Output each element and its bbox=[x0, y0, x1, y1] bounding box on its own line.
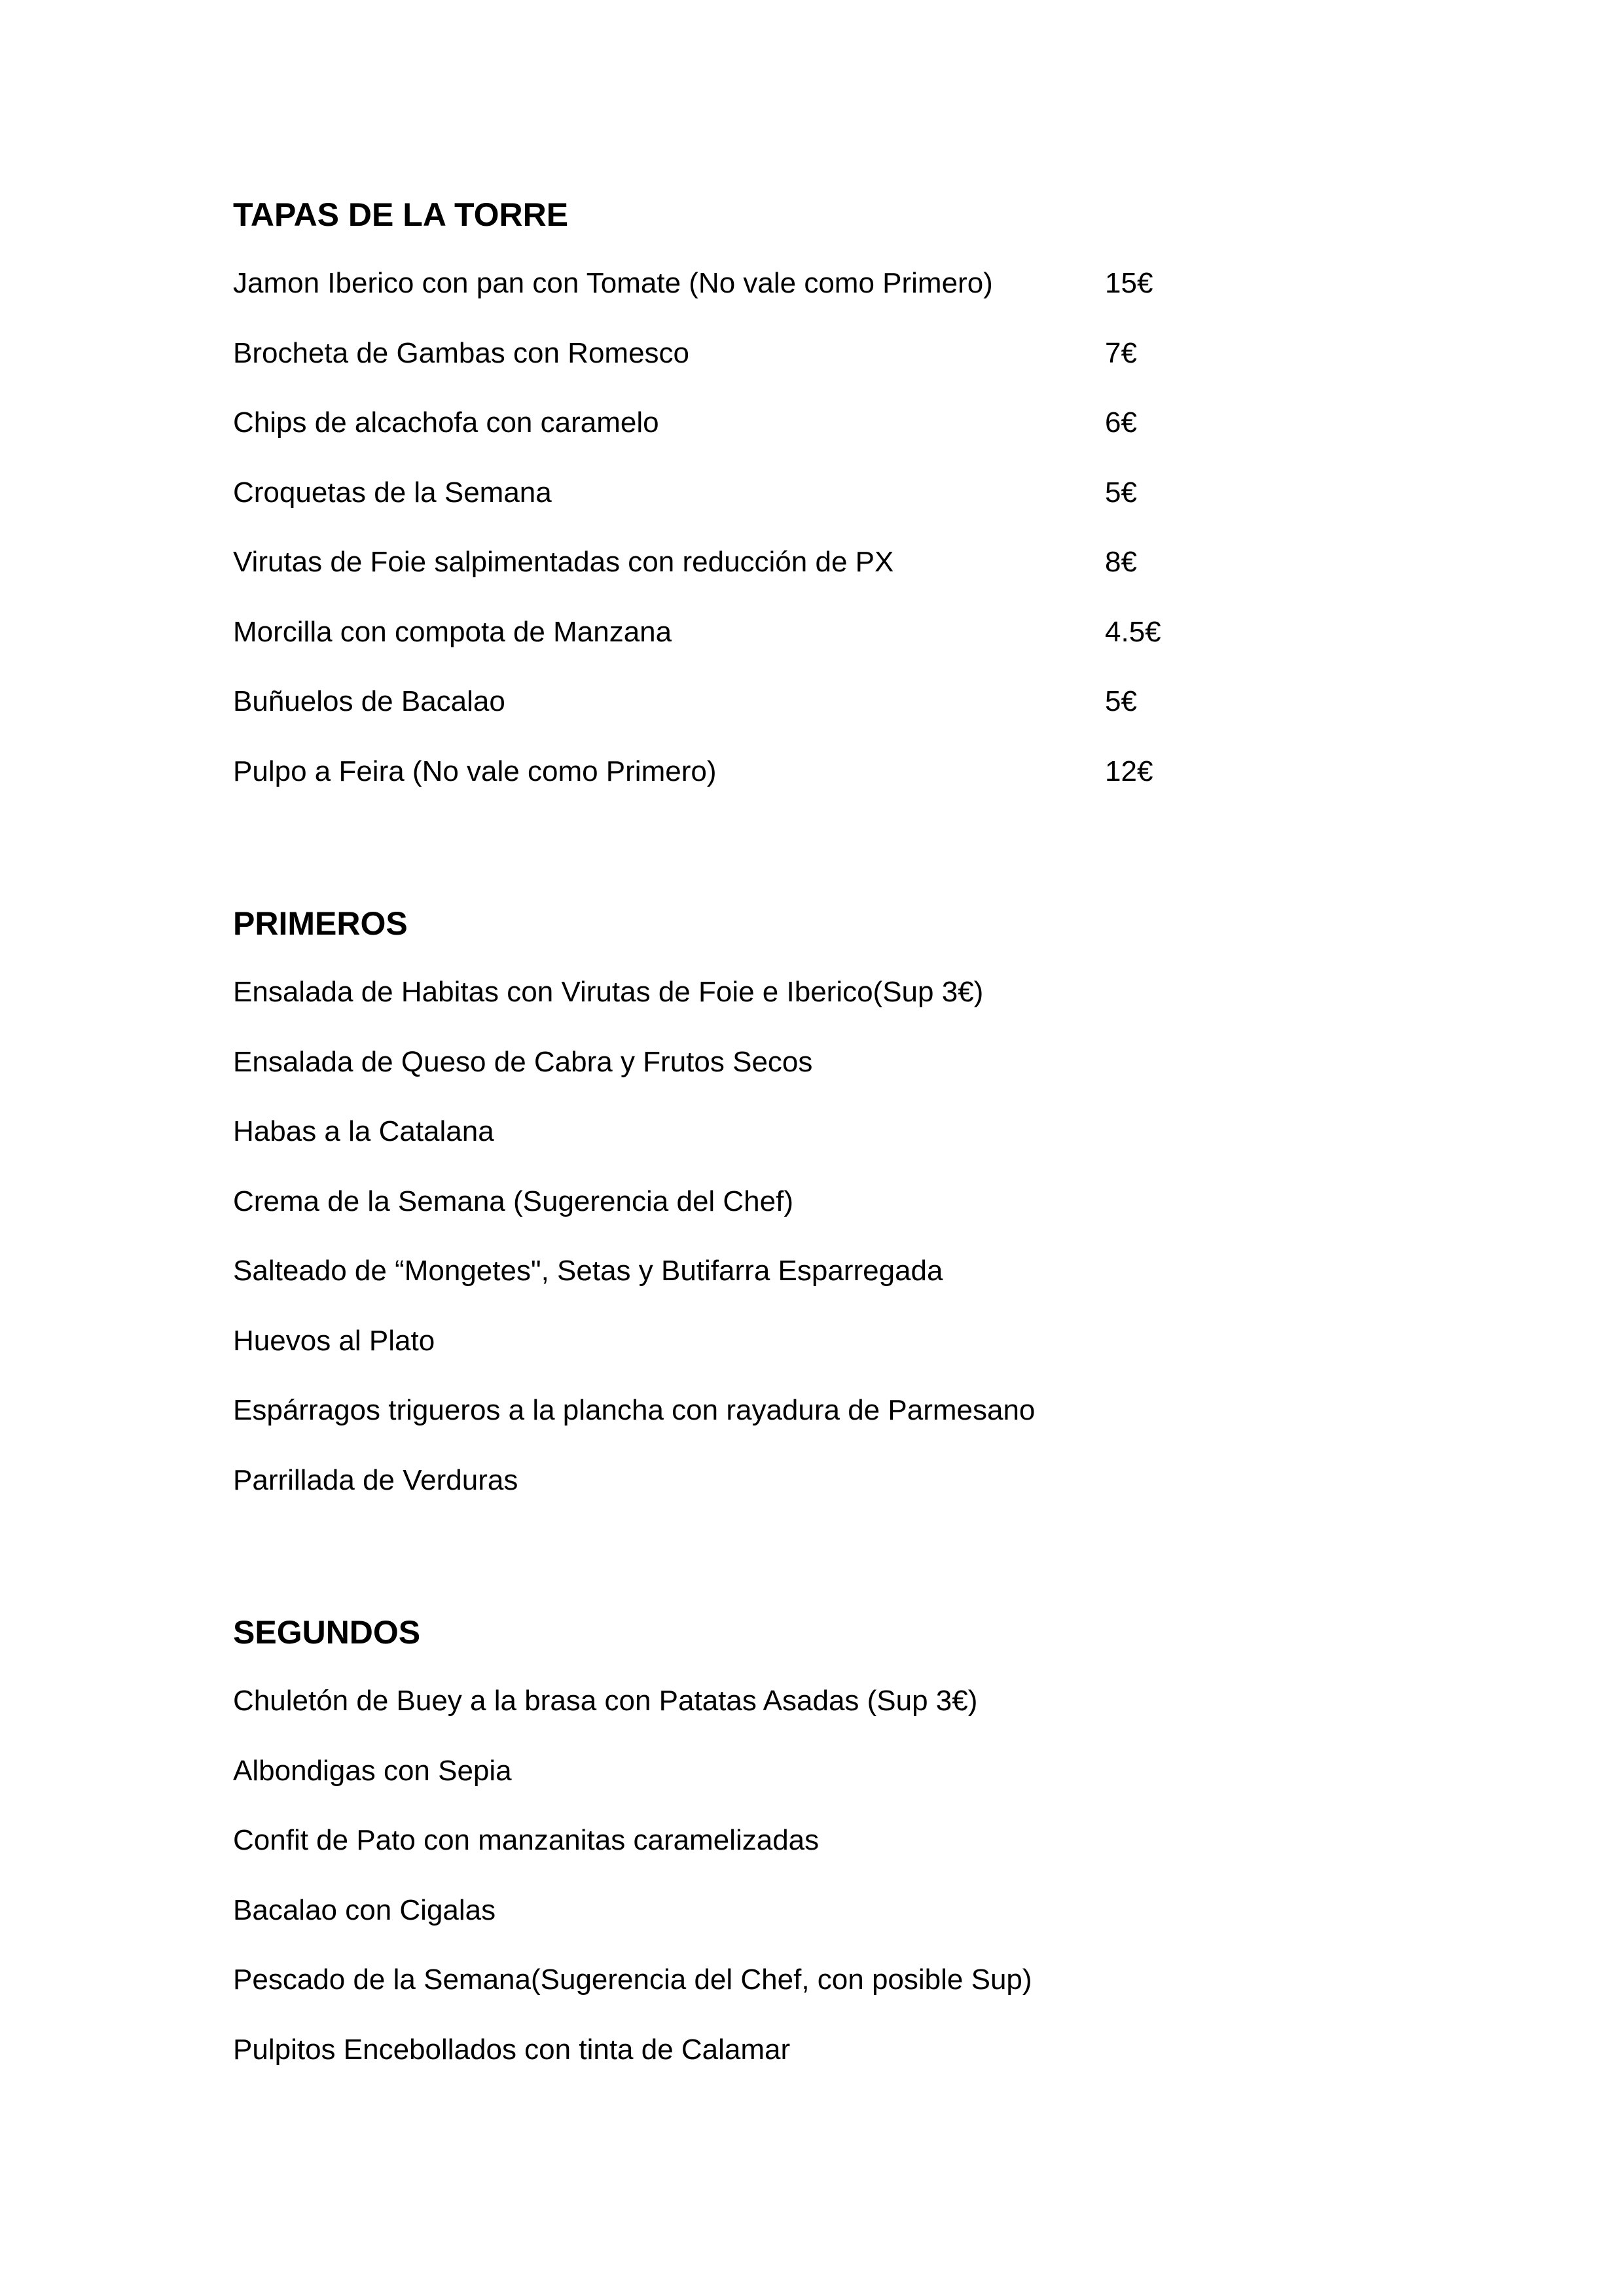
item-name: Espárragos trigueros a la plancha con rayadura de Parmesano bbox=[233, 1394, 1036, 1426]
item-name: Albondigas con Sepia bbox=[233, 1754, 512, 1787]
item-name: Pulpitos Encebollados con tinta de Calamar bbox=[233, 2033, 791, 2066]
item-price: 12€ bbox=[1105, 755, 1153, 787]
menu-item bbox=[233, 1323, 1280, 1393]
section-tapas bbox=[233, 195, 1280, 823]
section-title-primeros: PRIMEROS bbox=[233, 905, 408, 942]
section-title-segundos: SEGUNDOS bbox=[233, 1614, 421, 1651]
menu-item bbox=[233, 1463, 1280, 1533]
item-name: Jamon Iberico con pan con Tomate (No vale como Primero) bbox=[233, 267, 993, 299]
section-segundos bbox=[233, 1613, 1280, 2102]
menu-item bbox=[233, 754, 1280, 824]
item-name: Bacalao con Cigalas bbox=[233, 1893, 496, 1926]
item-price: 5€ bbox=[1105, 476, 1137, 509]
menu-item bbox=[233, 1253, 1280, 1323]
item-name: Virutas de Foie salpimentadas con reducción de PX bbox=[233, 546, 894, 578]
item-price: 7€ bbox=[1105, 336, 1137, 369]
item-name: Brocheta de Gambas con Romesco bbox=[233, 336, 690, 369]
menu-item bbox=[233, 1753, 1280, 1823]
item-price: 6€ bbox=[1105, 406, 1137, 439]
item-name: Parrillada de Verduras bbox=[233, 1463, 518, 1496]
menu-item bbox=[233, 1114, 1280, 1184]
item-name: Croquetas de la Semana bbox=[233, 476, 552, 509]
menu-item bbox=[233, 1893, 1280, 1963]
menu-item bbox=[233, 1184, 1280, 1254]
item-name: Ensalada de Habitas con Virutas de Foie e Iberico(Sup 3€) bbox=[233, 976, 984, 1008]
item-name: Salteado de “Mongetes", Setas y Butifarra Esparregada bbox=[233, 1255, 943, 1287]
menu-item bbox=[233, 545, 1280, 615]
item-name: Chips de alcachofa con caramelo bbox=[233, 406, 659, 439]
menu-item bbox=[233, 975, 1280, 1045]
menu-item bbox=[233, 475, 1280, 545]
menu-item bbox=[233, 336, 1280, 406]
section-primeros bbox=[233, 904, 1280, 1532]
item-name: Habas a la Catalana bbox=[233, 1115, 494, 1147]
item-name: Pulpo a Feira (No vale como Primero) bbox=[233, 755, 717, 787]
menu-item bbox=[233, 266, 1280, 336]
item-name: Confit de Pato con manzanitas caramelizadas bbox=[233, 1824, 820, 1856]
item-name: Buñuelos de Bacalao bbox=[233, 685, 505, 717]
item-name: Chuletón de Buey a la brasa con Patatas Asadas (Sup 3€) bbox=[233, 1685, 978, 1717]
item-price: 15€ bbox=[1105, 267, 1153, 299]
item-name: Pescado de la Semana(Sugerencia del Chef, con posible Sup) bbox=[233, 1964, 1032, 1996]
menu-item bbox=[233, 1962, 1280, 2032]
menu-item bbox=[233, 684, 1280, 754]
menu-item bbox=[233, 1045, 1280, 1115]
item-name: Huevos al Plato bbox=[233, 1324, 435, 1357]
item-name: Ensalada de Queso de Cabra y Frutos Secos bbox=[233, 1045, 813, 1078]
menu-item bbox=[233, 405, 1280, 475]
menu-item bbox=[233, 2032, 1280, 2102]
menu-item bbox=[233, 1683, 1280, 1753]
menu-item bbox=[233, 615, 1280, 685]
item-price: 4.5€ bbox=[1105, 615, 1161, 648]
section-title-tapas: TAPAS DE LA TORRE bbox=[233, 196, 569, 233]
menu-item bbox=[233, 1823, 1280, 1893]
item-name: Crema de la Semana (Sugerencia del Chef) bbox=[233, 1185, 794, 1217]
item-price: 8€ bbox=[1105, 546, 1137, 578]
item-name: Morcilla con compota de Manzana bbox=[233, 615, 672, 648]
item-price: 5€ bbox=[1105, 685, 1137, 717]
menu-item bbox=[233, 1393, 1280, 1463]
